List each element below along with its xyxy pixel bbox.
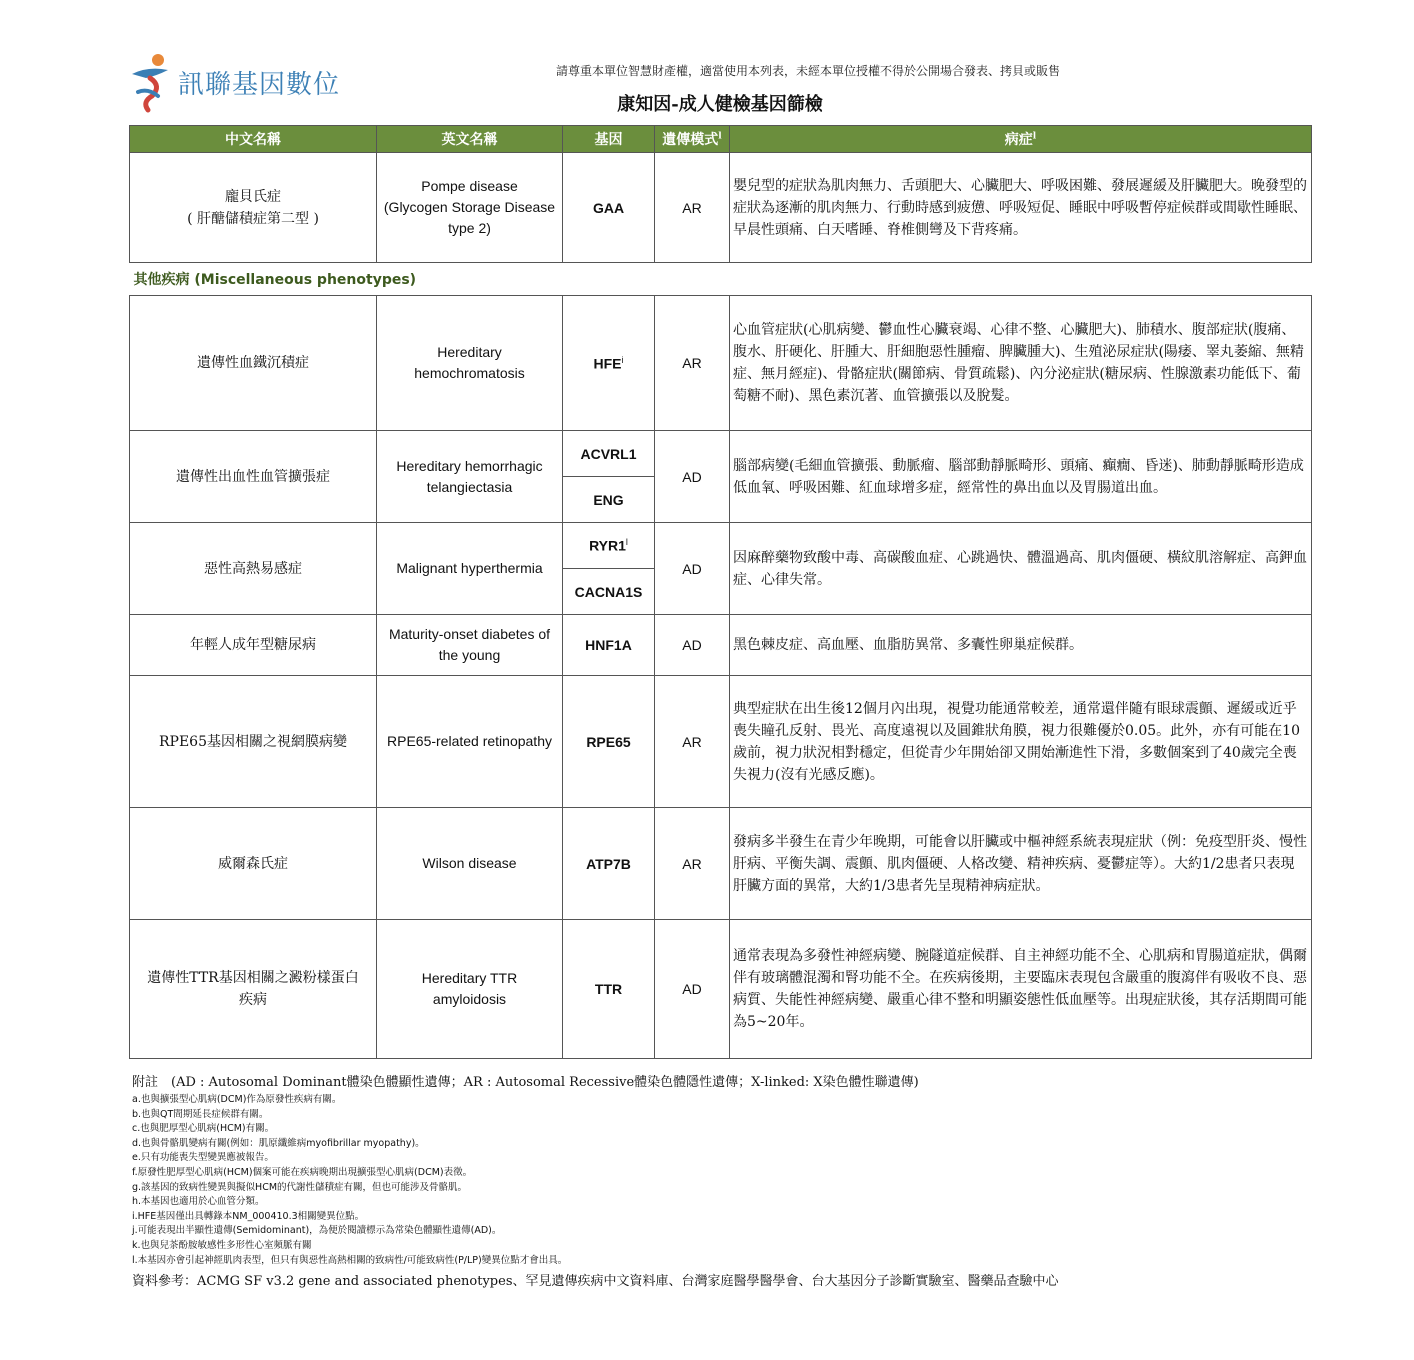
en-name-cell: RPE65-related retinopathy bbox=[377, 676, 563, 808]
table-row bbox=[130, 615, 1312, 676]
footnote-list bbox=[132, 1093, 1312, 1268]
footnote-item: a.也與擴張型心肌病(DCM)作為原發性疾病有關。 bbox=[132, 1094, 342, 1105]
gene-cell: TTR bbox=[563, 920, 655, 1059]
footnote-item: c.也與肥厚型心肌病(HCM)有關。 bbox=[132, 1123, 275, 1135]
en-name-cell: Wilson disease bbox=[377, 808, 563, 920]
gene-cell: ATP7B bbox=[563, 808, 655, 920]
page-title: 康知因-成人健檢基因篩檢 bbox=[617, 94, 823, 115]
symptoms-cell: 黑色棘皮症、高血壓、血脂肪異常、多囊性卵巢症候群。 bbox=[730, 615, 1312, 676]
abbreviation-note: 附註 (AD : Autosomal Dominant體染色體顯性遺傳；AR : Autosomal Recessive體染色體隱性遺傳；X-linked: X染色體性聯遺傳) bbox=[132, 1075, 919, 1090]
gene-name: RYR1 bbox=[589, 537, 626, 554]
symptoms-cell: 發病多半發生在青少年晚期，可能會以肝臟或中樞神經系統表現症狀（例：免疫型肝炎、慢性肝病、平衡失調、震顫、肌肉僵硬、人格改變、精神疾病、憂鬱症等）。大約1/2患者只表現肝臟方面的異常，大約1/3患者先呈現精神病症狀。 bbox=[730, 808, 1312, 920]
logo-text: 訊聯基因數位 bbox=[178, 70, 341, 100]
logo-figure-icon bbox=[128, 52, 176, 114]
col-header-symptoms bbox=[730, 126, 1312, 153]
en-name-line2: amyloidosis bbox=[432, 991, 507, 1007]
table-header-row bbox=[130, 126, 1312, 153]
zh-name-cell bbox=[130, 920, 377, 1059]
symptoms-cell: 通常表現為多發性神經病變、腕隧道症候群、自主神經功能不全、心肌病和胃腸道症狀，偶爾伴有玻璃體混濁和腎功能不全。在疾病後期，主要臨床表現包含嚴重的腹瀉伴有吸收不良、惡病質、失能性神經病變、嚴重心律不整和明顯姿態性低血壓等。出現症狀後，其存活期間可能為5~20年。 bbox=[730, 920, 1312, 1059]
table-row bbox=[130, 153, 1312, 263]
col-header-en-name: 英文名稱 bbox=[377, 126, 563, 153]
section-row bbox=[130, 263, 1312, 296]
gene-cell bbox=[563, 296, 655, 431]
col-header-mode-sup: l bbox=[718, 131, 722, 142]
mode-cell: AR bbox=[655, 808, 730, 920]
table-row bbox=[130, 431, 1312, 477]
footnote-item: j.可能表現出半顯性遺傳(Semidominant)，為便於閱讀標示為常染色體顯性遺傳(AD)。 bbox=[132, 1225, 502, 1237]
gene-cell: GAA bbox=[563, 153, 655, 263]
mode-cell: AR bbox=[655, 676, 730, 808]
col-header-mode-label: 遺傳模式 bbox=[662, 132, 719, 148]
table-row bbox=[130, 920, 1312, 1059]
section-label: 其他疾病 (Miscellaneous phenotypes) bbox=[130, 263, 1312, 296]
en-name-cell bbox=[377, 920, 563, 1059]
footnote-item: e.只有功能喪失型變異應被報告。 bbox=[132, 1152, 274, 1164]
zh-name: 龐貝氏症 bbox=[225, 188, 281, 205]
gene-cell: RPE65 bbox=[563, 676, 655, 808]
gene-sup: i bbox=[621, 354, 624, 365]
footnote-item: g.該基因的致病性變異與擬似HCM的代謝性儲積症有關，但也可能涉及骨骼肌。 bbox=[132, 1181, 468, 1193]
footnote-item: l.本基因亦會引起神經肌肉表型，但只有與惡性高熱相關的致病性/可能致病性(P/LP)變異位點才會出具。 bbox=[132, 1254, 568, 1266]
mode-cell: AD bbox=[655, 615, 730, 676]
gene-cell: CACNA1S bbox=[563, 569, 655, 615]
en-name-line2: hemochromatosis bbox=[414, 365, 525, 381]
copyright-notice: 請尊重本單位智慧財產權，適當使用本列表，未經本單位授權不得於公開場合發表、拷貝或販售 bbox=[556, 64, 1061, 78]
en-name: Maturity-onset diabetes of bbox=[388, 626, 551, 642]
notes-section bbox=[132, 1071, 1312, 1289]
footnote-item: i.HFE基因僅出具轉錄本NM_000410.3相關變異位點。 bbox=[132, 1210, 365, 1222]
gene-cell: ACVRL1 bbox=[563, 431, 655, 477]
gene-cell bbox=[563, 523, 655, 569]
en-name-cell bbox=[377, 296, 563, 431]
symptoms-cell: 心血管症狀(心肌病變、鬱血性心臟衰竭、心律不整、心臟肥大)、肺積水、腹部症狀(腹痛、腹水、肝硬化、肝腫大、肝細胞惡性腫瘤、脾臟腫大)、生殖泌尿症狀(陽痿、睪丸萎縮、無精症、無月經症)、骨骼症狀(關節病、骨質疏鬆)、內分泌症狀(糖尿病、性腺激素功能低下、葡萄糖不耐)、黑色素沉著、血管擴張以及脫髮。 bbox=[730, 296, 1312, 431]
footnote-item: b.也與QT間期延長症候群有關。 bbox=[132, 1108, 269, 1120]
col-header-mode bbox=[655, 126, 730, 153]
zh-name-cell: RPE65基因相關之視網膜病變 bbox=[130, 676, 377, 808]
zh-name-cell: 遺傳性出血性血管擴張症 bbox=[130, 431, 377, 523]
en-name-cell bbox=[377, 615, 563, 676]
en-name-cell: Malignant hyperthermia bbox=[377, 523, 563, 615]
footnote-item: d.也與骨骼肌變病有關(例如：肌原纖維病myofibrillar myopathy)。 bbox=[132, 1137, 425, 1149]
symptoms-cell: 腦部病變(毛細血管擴張、動脈瘤、腦部動靜脈畸形、頭痛、癲癇、昏迷)、肺動靜脈畸形造成低血氧、呼吸困難、紅血球增多症，經常性的鼻出血以及胃腸道出血。 bbox=[730, 431, 1312, 523]
en-name-line2: (Glycogen Storage Disease bbox=[383, 199, 556, 215]
footnote-item: f.原發性肥厚型心肌病(HCM)個案可能在疾病晚期出現擴張型心肌病(DCM)表徵。 bbox=[132, 1166, 473, 1178]
footnote-item: k.也與兒茶酚胺敏感性多形性心室頻脈有關 bbox=[132, 1239, 312, 1251]
mode-cell: AR bbox=[655, 153, 730, 263]
table-row bbox=[130, 676, 1312, 808]
symptoms-cell: 典型症狀在出生後12個月內出現，視覺功能通常較差，通常還伴隨有眼球震顫、遲緩或近乎喪失瞳孔反射、畏光、高度遠視以及圓錐狀角膜，視力很難優於0.05。此外，亦有可能在10歲前，視力狀況相對穩定，但從青少年開始卻又開始漸進性下滑，多數個案到了40歲完全喪失視力(沒有光感反應)。 bbox=[730, 676, 1312, 808]
en-name-line3: type 2) bbox=[448, 220, 491, 236]
col-header-symptoms-label: 病症 bbox=[1004, 132, 1033, 148]
zh-name: 遺傳性TTR基因相關之澱粉樣蛋白 bbox=[147, 970, 359, 986]
en-name-cell bbox=[377, 153, 563, 263]
symptoms-cell: 因麻醉藥物致酸中毒、高碳酸血症、心跳過快、體溫過高、肌肉僵硬、橫紋肌溶解症、高鉀血症、心律失常。 bbox=[730, 523, 1312, 615]
zh-name-sub: ( 肝醣儲積症第二型 ) bbox=[187, 210, 319, 227]
zh-name-cell bbox=[130, 153, 377, 263]
en-name: Hereditary bbox=[437, 344, 502, 360]
company-logo bbox=[128, 52, 358, 114]
mode-cell: AD bbox=[655, 431, 730, 523]
col-header-gene: 基因 bbox=[563, 126, 655, 153]
en-name: Pompe disease bbox=[421, 178, 518, 194]
en-name-line2: telangiectasia bbox=[426, 478, 513, 495]
zh-name-cell: 年輕人成年型糖尿病 bbox=[130, 615, 377, 676]
mode-cell: AD bbox=[655, 920, 730, 1059]
en-name: Hereditary hemorrhagic bbox=[396, 457, 543, 474]
gene-sup: l bbox=[625, 537, 628, 548]
en-name-line2: the young bbox=[438, 647, 501, 663]
zh-name-cell: 遺傳性血鐵沉積症 bbox=[130, 296, 377, 431]
col-header-symptoms-sup: l bbox=[1032, 131, 1037, 142]
symptoms-cell: 嬰兒型的症狀為肌肉無力、舌頭肥大、心臟肥大、呼吸困難、發展遲緩及肝臟肥大。晚發型的症狀為逐漸的肌肉無力、行動時感到疲憊、呼吸短促、睡眠中呼吸暫停症候群或間歇性睡眠、早晨性頭痛、白天嗜睡、脊椎側彎及下背疼痛。 bbox=[730, 153, 1312, 263]
col-header-zh-name: 中文名稱 bbox=[130, 126, 377, 153]
mode-cell: AD bbox=[655, 523, 730, 615]
table-row bbox=[130, 296, 1312, 431]
gene-name: HFE bbox=[593, 355, 622, 372]
zh-name-cell: 威爾森氏症 bbox=[130, 808, 377, 920]
zh-name-cell: 惡性高熱易感症 bbox=[130, 523, 377, 615]
gene-cell: ENG bbox=[563, 477, 655, 523]
gene-cell: HNF1A bbox=[563, 615, 655, 676]
zh-name-line2: 疾病 bbox=[239, 992, 267, 1008]
references: 資料參考：ACMG SF v3.2 gene and associated phenotypes、罕見遺傳疾病中文資料庫、台灣家庭醫學醫學會、台大基因分子診斷實驗室、醫藥品查驗中心 bbox=[132, 1274, 1059, 1290]
mode-cell: AR bbox=[655, 296, 730, 431]
gene-table bbox=[129, 125, 1312, 1059]
table-row bbox=[130, 523, 1312, 569]
en-name: Hereditary TTR bbox=[421, 970, 518, 986]
footnote-item: h.本基因也適用於心血管分類。 bbox=[132, 1196, 265, 1208]
table-row bbox=[130, 808, 1312, 920]
en-name-cell bbox=[377, 431, 563, 523]
